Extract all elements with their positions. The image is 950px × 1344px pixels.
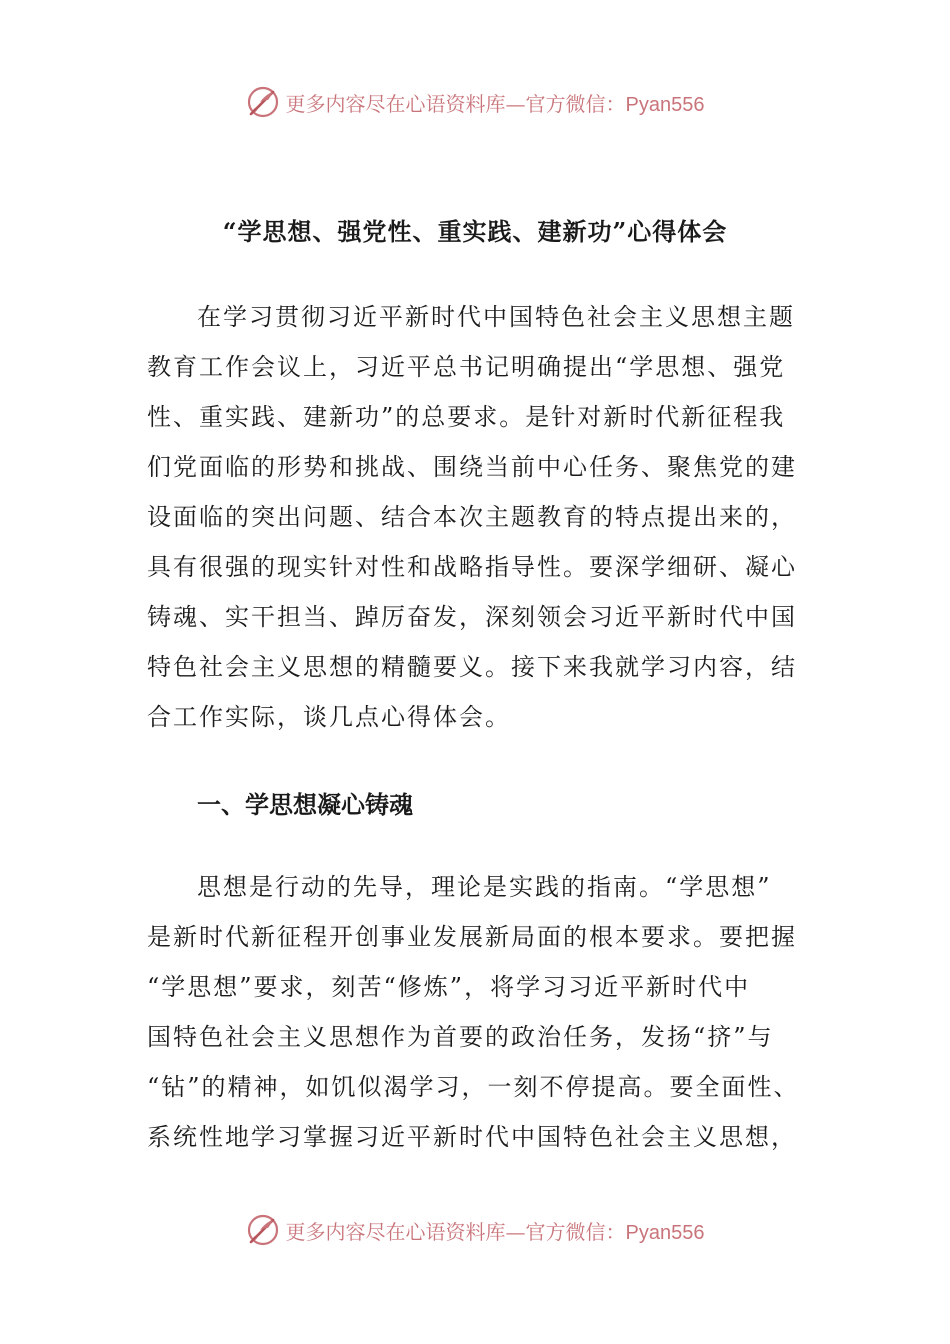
intro-paragraph: [147, 292, 797, 742]
paragraph-line: “学思想”要求，刻苦“修炼”，将学习习近平新时代中: [147, 973, 751, 1001]
paragraph-line: 思想是行动的先导，理论是实践的指南。“学思想”: [197, 873, 772, 901]
paragraph-line: 特色社会主义思想的精髓要义。接下来我就学习内容，结: [147, 653, 797, 681]
section1-paragraph: [147, 862, 800, 1162]
paragraph-line: 设面临的突出问题、结合本次主题教育的特点提出来的，: [147, 503, 797, 531]
section-heading: 一、学思想凝心铸魂: [197, 790, 413, 819]
watermark-banner-top: [0, 82, 950, 122]
quill-logo-icon: [246, 85, 280, 119]
paragraph-line: 国特色社会主义思想作为首要的政治任务，发扬“挤”与: [147, 1023, 774, 1051]
paragraph-line: 教育工作会议上，习近平总书记明确提出“学思想、强党: [147, 353, 786, 381]
paragraph-line: 们党面临的形势和挑战、围绕当前中心任务、聚焦党的建: [147, 453, 797, 481]
watermark-text: 更多内容尽在心语资料库—官方微信：Pyan556: [285, 1219, 705, 1244]
watermark-banner-bottom: [0, 1210, 950, 1250]
watermark-text: 更多内容尽在心语资料库—官方微信：Pyan556: [285, 91, 705, 116]
paragraph-line: 在学习贯彻习近平新时代中国特色社会主义思想主题: [197, 303, 795, 331]
paragraph-line: “钻”的精神，如饥似渴学习，一刻不停提高。要全面性、: [147, 1073, 800, 1101]
paragraph-line: 性、重实践、建新功”的总要求。是针对新时代新征程我: [147, 403, 786, 431]
paragraph-line: 系统性地学习掌握习近平新时代中国特色社会主义思想，: [147, 1123, 797, 1151]
paragraph-line: 铸魂、实干担当、踔厉奋发，深刻领会习近平新时代中国: [147, 603, 797, 631]
document-title: “学思想、强党性、重实践、建新功”心得体会: [222, 217, 728, 246]
wechat-id: Pyan556: [625, 1221, 705, 1244]
paragraph-line: 是新时代新征程开创事业发展新局面的根本要求。要把握: [147, 923, 797, 951]
paragraph-line: 具有很强的现实针对性和战略指导性。要深学细研、凝心: [147, 553, 797, 581]
wechat-id: Pyan556: [625, 93, 705, 116]
quill-logo-icon: [246, 1213, 280, 1247]
paragraph-line: 合工作实际，谈几点心得体会。: [147, 703, 511, 731]
